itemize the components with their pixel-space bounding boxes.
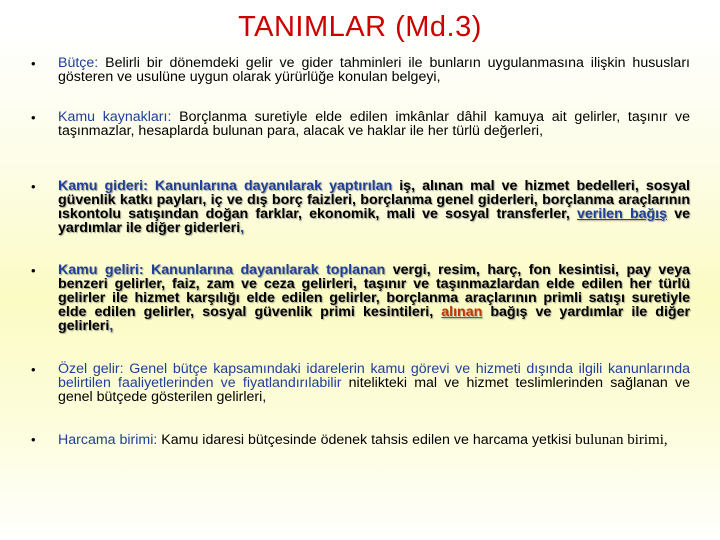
- highlighted-phrase: Kanunlarına dayanılarak toplanan: [151, 262, 386, 278]
- definition-text: [58, 56, 690, 84]
- term-colon: :: [94, 55, 99, 71]
- definition-body: Kamu idaresi bütçesinde ödenek tahsis edilen ve harcama yetkisi: [157, 432, 572, 448]
- definition-body-end: ve yardımlar ile diğer gelirleri: [58, 304, 690, 334]
- definition-text: [58, 362, 690, 404]
- definition-term: Harcama birimi: [58, 432, 154, 448]
- term-colon: :: [167, 109, 172, 125]
- bullet: •: [31, 362, 36, 377]
- definition-term: Bütçe: [58, 55, 95, 71]
- definition-body-cont: bağış: [482, 304, 528, 320]
- underlined-phrase: verilen bağış: [577, 206, 668, 222]
- definition-text: [58, 179, 690, 235]
- trailing-comma: ,: [240, 220, 245, 236]
- bullet: •: [31, 179, 36, 194]
- definition-term: Kamu geliri: [58, 262, 139, 278]
- definition-body: vergi, resim, harç, fon kesintisi, pay veya benzeri gelirler, faiz, zam ve ceza gelirleri, taşınır ve taşınmazlardan elde edilen her türlü gelirler ile hizmet karşılığı elde edilen gelirler, borçlanma araçlarının primli satışı suretiyle elde edilen gelirler, sosyal güvenlik primi kesintileri,: [58, 262, 690, 320]
- definition-text: [58, 263, 690, 333]
- definition-body-end: ve yardımlar ile diğer giderleri: [58, 206, 690, 236]
- definition-body: Belirli bir dönemdeki gelir ve gider tahminleri ile bunların uygulanmasına ilişkin hususları gösteren ve usulüne uygun olarak yürürlüğe konulan belgeyi,: [58, 55, 690, 85]
- highlighted-word: fiyatlandırılabilir: [242, 375, 342, 391]
- definition-term: Özel gelir: [58, 361, 120, 377]
- bullet: •: [31, 432, 36, 447]
- definition-text: [58, 432, 690, 448]
- term-colon: :: [153, 432, 158, 448]
- bullet: •: [31, 263, 36, 278]
- highlighted-phrase: Genel bütçe kapsamındaki idarelerin kamu görevi ve hizmeti dışında ilgili kanunlarında belirtilen faaliyetlerinden ve: [58, 361, 690, 391]
- definition-body: nitelikteki mal ve hizmet teslimlerinden sağlanan ve genel bütçede gösterilen gelirleri,: [58, 375, 690, 405]
- term-colon: :: [138, 262, 152, 278]
- underlined-red-word: alınan: [441, 304, 483, 320]
- definition-term: Kamu kaynakları: [58, 109, 168, 125]
- term-colon: :: [119, 361, 130, 377]
- page-title: TANIMLAR (Md.3): [238, 11, 482, 43]
- term-colon: :: [143, 178, 155, 194]
- trailing-comma: ,: [109, 318, 114, 334]
- definition-body-serif: bulunan birimi,: [571, 432, 668, 448]
- highlighted-phrase: Kanunlarına dayanılarak yaptırılan: [154, 178, 393, 194]
- bullet: •: [31, 56, 36, 71]
- definition-body: Borçlanma suretiyle elde edilen imkânlar dâhil kamuya ait gelirler, taşınır ve taşınmazlar, hesaplarda bulunan para, alacak ve haklar ile her türlü değerleri,: [58, 109, 690, 139]
- definition-body: iş, alınan mal ve hizmet bedelleri, sosyal güvenlik katkı payları, iç ve dış borç faizleri, borçlanma genel giderleri, borçlanma araçlarının ıskontolu satışından doğan farklar, ekonomik, mali ve sosyal transferler,: [58, 178, 690, 222]
- definition-text: [58, 110, 690, 138]
- bullet: •: [31, 110, 36, 125]
- definition-term: Kamu gideri: [58, 178, 144, 194]
